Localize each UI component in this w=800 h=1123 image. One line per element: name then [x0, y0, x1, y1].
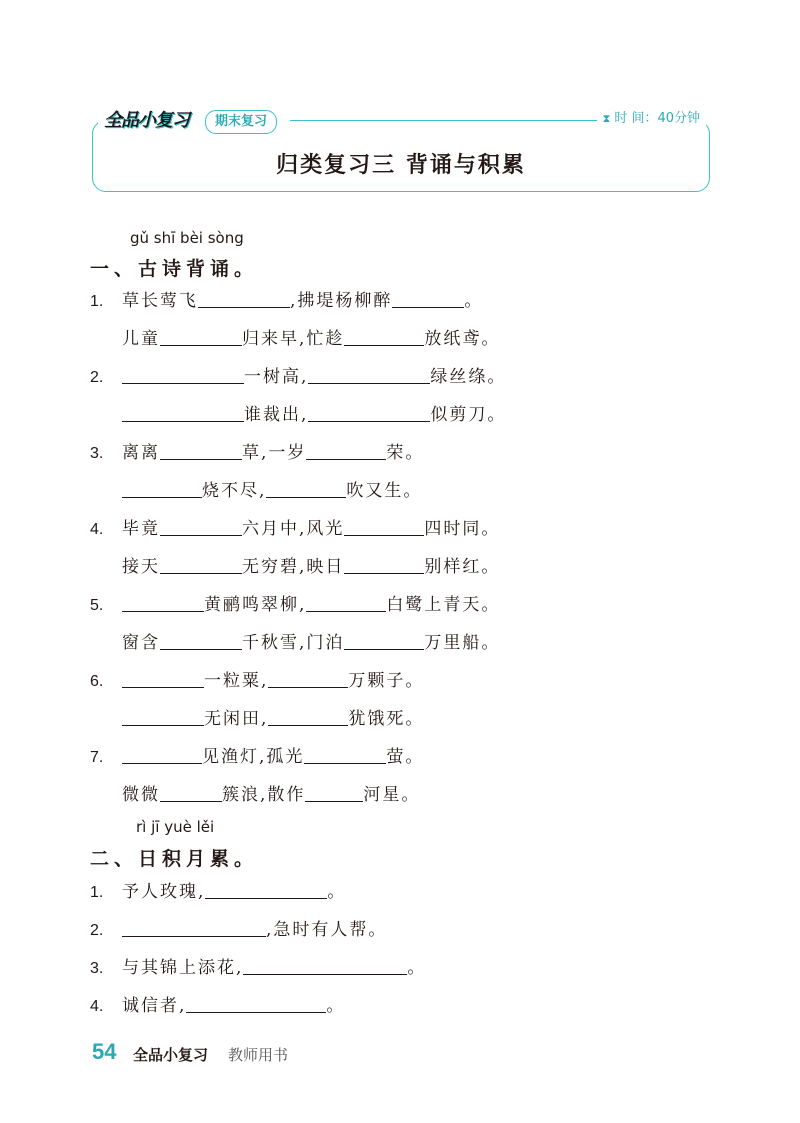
answer-blank[interactable]: [160, 631, 242, 650]
answer-blank[interactable]: [122, 918, 266, 937]
poem-line: 谁裁出, 似剪刀。: [122, 401, 506, 429]
section1-pinyin: gǔ shī bèi sòng: [130, 229, 244, 247]
answer-blank[interactable]: [122, 669, 204, 688]
answer-blank[interactable]: [160, 327, 242, 346]
answer-blank[interactable]: [268, 669, 348, 688]
poem-line: 3. 离离 草,一岁 荣。: [90, 443, 425, 463]
poem-line: 6. 一粒粟, 万颗子。: [90, 671, 425, 691]
time-limit: [597, 106, 706, 132]
accumulation-line: 3. 与其锦上添花, 。: [90, 958, 427, 978]
hourglass-icon: ⧗: [602, 112, 611, 125]
poem-line: 接天 无穷碧,映日 别样红。: [122, 557, 501, 577]
poem-line: 5. 黄鹂鸣翠柳, 白鹭上青天。: [90, 595, 501, 615]
answer-blank[interactable]: [308, 365, 430, 384]
answer-blank[interactable]: [122, 745, 202, 764]
answer-blank[interactable]: [344, 327, 424, 346]
poem-line: 窗含 千秋雪,门泊 万里船。: [122, 633, 501, 653]
answer-blank[interactable]: [122, 365, 244, 384]
poem-line: 烧不尽, 吹又生。: [122, 477, 422, 505]
section1-title: 一、古诗背诵。: [90, 258, 259, 280]
accumulation-line: 2. ,急时有人帮。: [90, 920, 388, 940]
section2-pinyin: rì jī yuè lěi: [136, 818, 215, 836]
answer-blank[interactable]: [243, 956, 407, 975]
answer-blank[interactable]: [306, 593, 386, 612]
footer-book-subtitle: 教师用书: [228, 1046, 289, 1064]
accumulation-line: 4. 诚信者, 。: [90, 996, 346, 1016]
answer-blank[interactable]: [122, 593, 204, 612]
answer-blank[interactable]: [266, 479, 346, 498]
answer-blank[interactable]: [122, 479, 202, 498]
poem-line: 7. 见渔灯,孤光 萤。: [90, 747, 425, 767]
answer-blank[interactable]: [344, 517, 424, 536]
header-dashed-divider: [292, 120, 560, 121]
answer-blank[interactable]: [304, 745, 386, 764]
answer-blank[interactable]: [160, 555, 242, 574]
page-number: 54: [92, 1039, 117, 1064]
answer-blank[interactable]: [160, 517, 242, 536]
time-label: 时 间：40分钟: [614, 111, 700, 126]
answer-blank[interactable]: [186, 994, 326, 1013]
answer-blank[interactable]: [306, 441, 386, 460]
accumulation-line: 1. 予人玫瑰, 。: [90, 882, 347, 902]
poem-line: 微微 簇浪,散作 河星。: [122, 785, 421, 805]
section2-title: 二、日积月累。: [90, 848, 259, 870]
answer-blank[interactable]: [122, 707, 204, 726]
review-tag: 期末复习: [205, 110, 277, 134]
answer-blank[interactable]: [344, 555, 424, 574]
answer-blank[interactable]: [344, 631, 424, 650]
poem-line: 1. 草长莺飞 ,拂堤杨柳醉 。: [90, 291, 484, 311]
answer-blank[interactable]: [122, 403, 244, 422]
footer-book-title: 全品小复习: [133, 1046, 209, 1064]
page-title: 归类复习三 背诵与积累: [276, 152, 526, 178]
poem-line: 2. 一树高, 绿丝绦。: [90, 367, 507, 387]
answer-blank[interactable]: [268, 707, 348, 726]
answer-blank[interactable]: [160, 783, 222, 802]
answer-blank[interactable]: [160, 441, 242, 460]
poem-line: 无闲田, 犹饿死。: [122, 705, 424, 733]
answer-blank[interactable]: [308, 403, 430, 422]
poem-line: 4. 毕竟 六月中,风光 四时同。: [90, 519, 501, 539]
answer-blank[interactable]: [392, 289, 464, 308]
answer-blank[interactable]: [198, 289, 290, 308]
answer-blank[interactable]: [305, 783, 363, 802]
poem-line: 儿童 归来早,忙趁 放纸鸢。: [122, 329, 501, 349]
answer-blank[interactable]: [205, 880, 327, 899]
brand-logo: 全品小复习: [104, 110, 189, 131]
